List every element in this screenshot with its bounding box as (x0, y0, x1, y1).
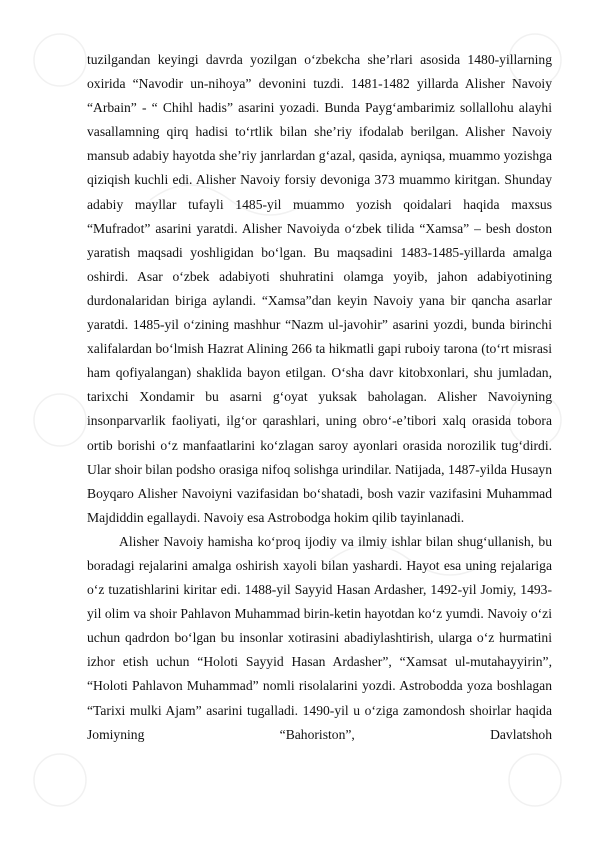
paragraph-2: Alisher Navoiy hamisha ko‘proq ijodiy va ilmiy ishlar bilan shug‘ullanish, bu boradagi rejalarini amalga oshirish xayoli bilan yashardi. Hayot esa uning rejalariga o‘z tuzatishlarini kiritar edi. 1488-yil Sayyid Hasan Ardasher, 1492-yil Jomiy, 1493-yil olim va shoir Pahlavon Muhammad birin-ketin hayotdan ko‘z yumdi. Navoiy o‘zi uchun qadrdon bo‘lgan bu insonlar xotirasini abadiylashtirish, ularga o‘z hurmatini izhor etish uchun “Holoti Sayyid Hasan Ardasher”, “Xamsat ul-mutahayyirin”, “Holoti Pahlavon Muhammad” nomli risolalarini yozdi. Astrobodda yoza boshlagan “Tarixi mulki Ajam” asarini tugalladi. 1490-yil u o‘ziga zamondosh shoirlar haqida Jomiyning “Bahoriston”, Davlatshoh (87, 533, 552, 742)
document-body (87, 48, 552, 747)
paragraph-1: tuzilgandan keyingi davrda yozilgan o‘zbekcha she’rlari asosida 1480-yillarning oxirida “Navodir un-nihoya” devonini tuzdi. 1481-1482 yillarda Alisher Navoiy “Arbain” - “ Chihl hadis” asarini yozadi. Bunda Payg‘ambarimiz sollallohu alayhi vasallamning qirq hadisi to‘rtlik bilan she’riy ifodalab berilgan. Alisher Navoiy mansub adabiy hayotda she’riy janrlardan g‘azal, qasida, ayniqsa, muammo yozishga qiziqish kuchli edi. Alisher Navoiy forsiy devoniga 373 muammo kiritgan. Shunday adabiy mayllar tufayli 1485-yil muammo yozish qoidalari haqida maxsus “Mufradot” asarini yaratdi. Alisher Navoiyda o‘zbek tilida “Xamsa” – besh doston yaratish maqsadi yoshligidan bo‘lgan. Bu maqsadini 1483-1485-yillarda amalga oshirdi. Asar o‘zbek adabiyoti shuhratini olamga yoyib, jahon adabiyotining durdonalaridan biriga aylandi. “Xamsa”dan keyin Navoiy yana bir qancha asarlar yaratdi. 1485-yil o‘zining mashhur “Nazm ul-javohir” asarini yozdi, bunda birinchi xalifalardan bo‘lmish Hazrat Alining 266 ta hikmatli gapi ruboiy tarona (to‘rt misrasi ham qofiyalangan) shaklida bayon etilgan. O‘sha davr kitobxonlari, shu jumladan, tarixchi Xondamir bu asarni g‘oyat yuksak baholagan. Alisher Navoiyning insonparvarlik faoliyati, ilg‘or qarashlari, uning obro‘-e’tibori xalq orasida tobora ortib borishi o‘z manfaatlarini ko‘zlagan saroy ayonlari orasida norozilik tug‘dirdi. Ular shoir bilan podsho orasiga nifoq solishga urindilar. Natijada, 1487-yilda Husayn Boyqaro Alisher Navoiyni vazifasidan bo‘shatadi, bosh vazir vazifasini Muhammad Majdiddin egallaydi. Navoiy esa Astrobodga hokim qilib tayinlanadi. (87, 52, 552, 525)
